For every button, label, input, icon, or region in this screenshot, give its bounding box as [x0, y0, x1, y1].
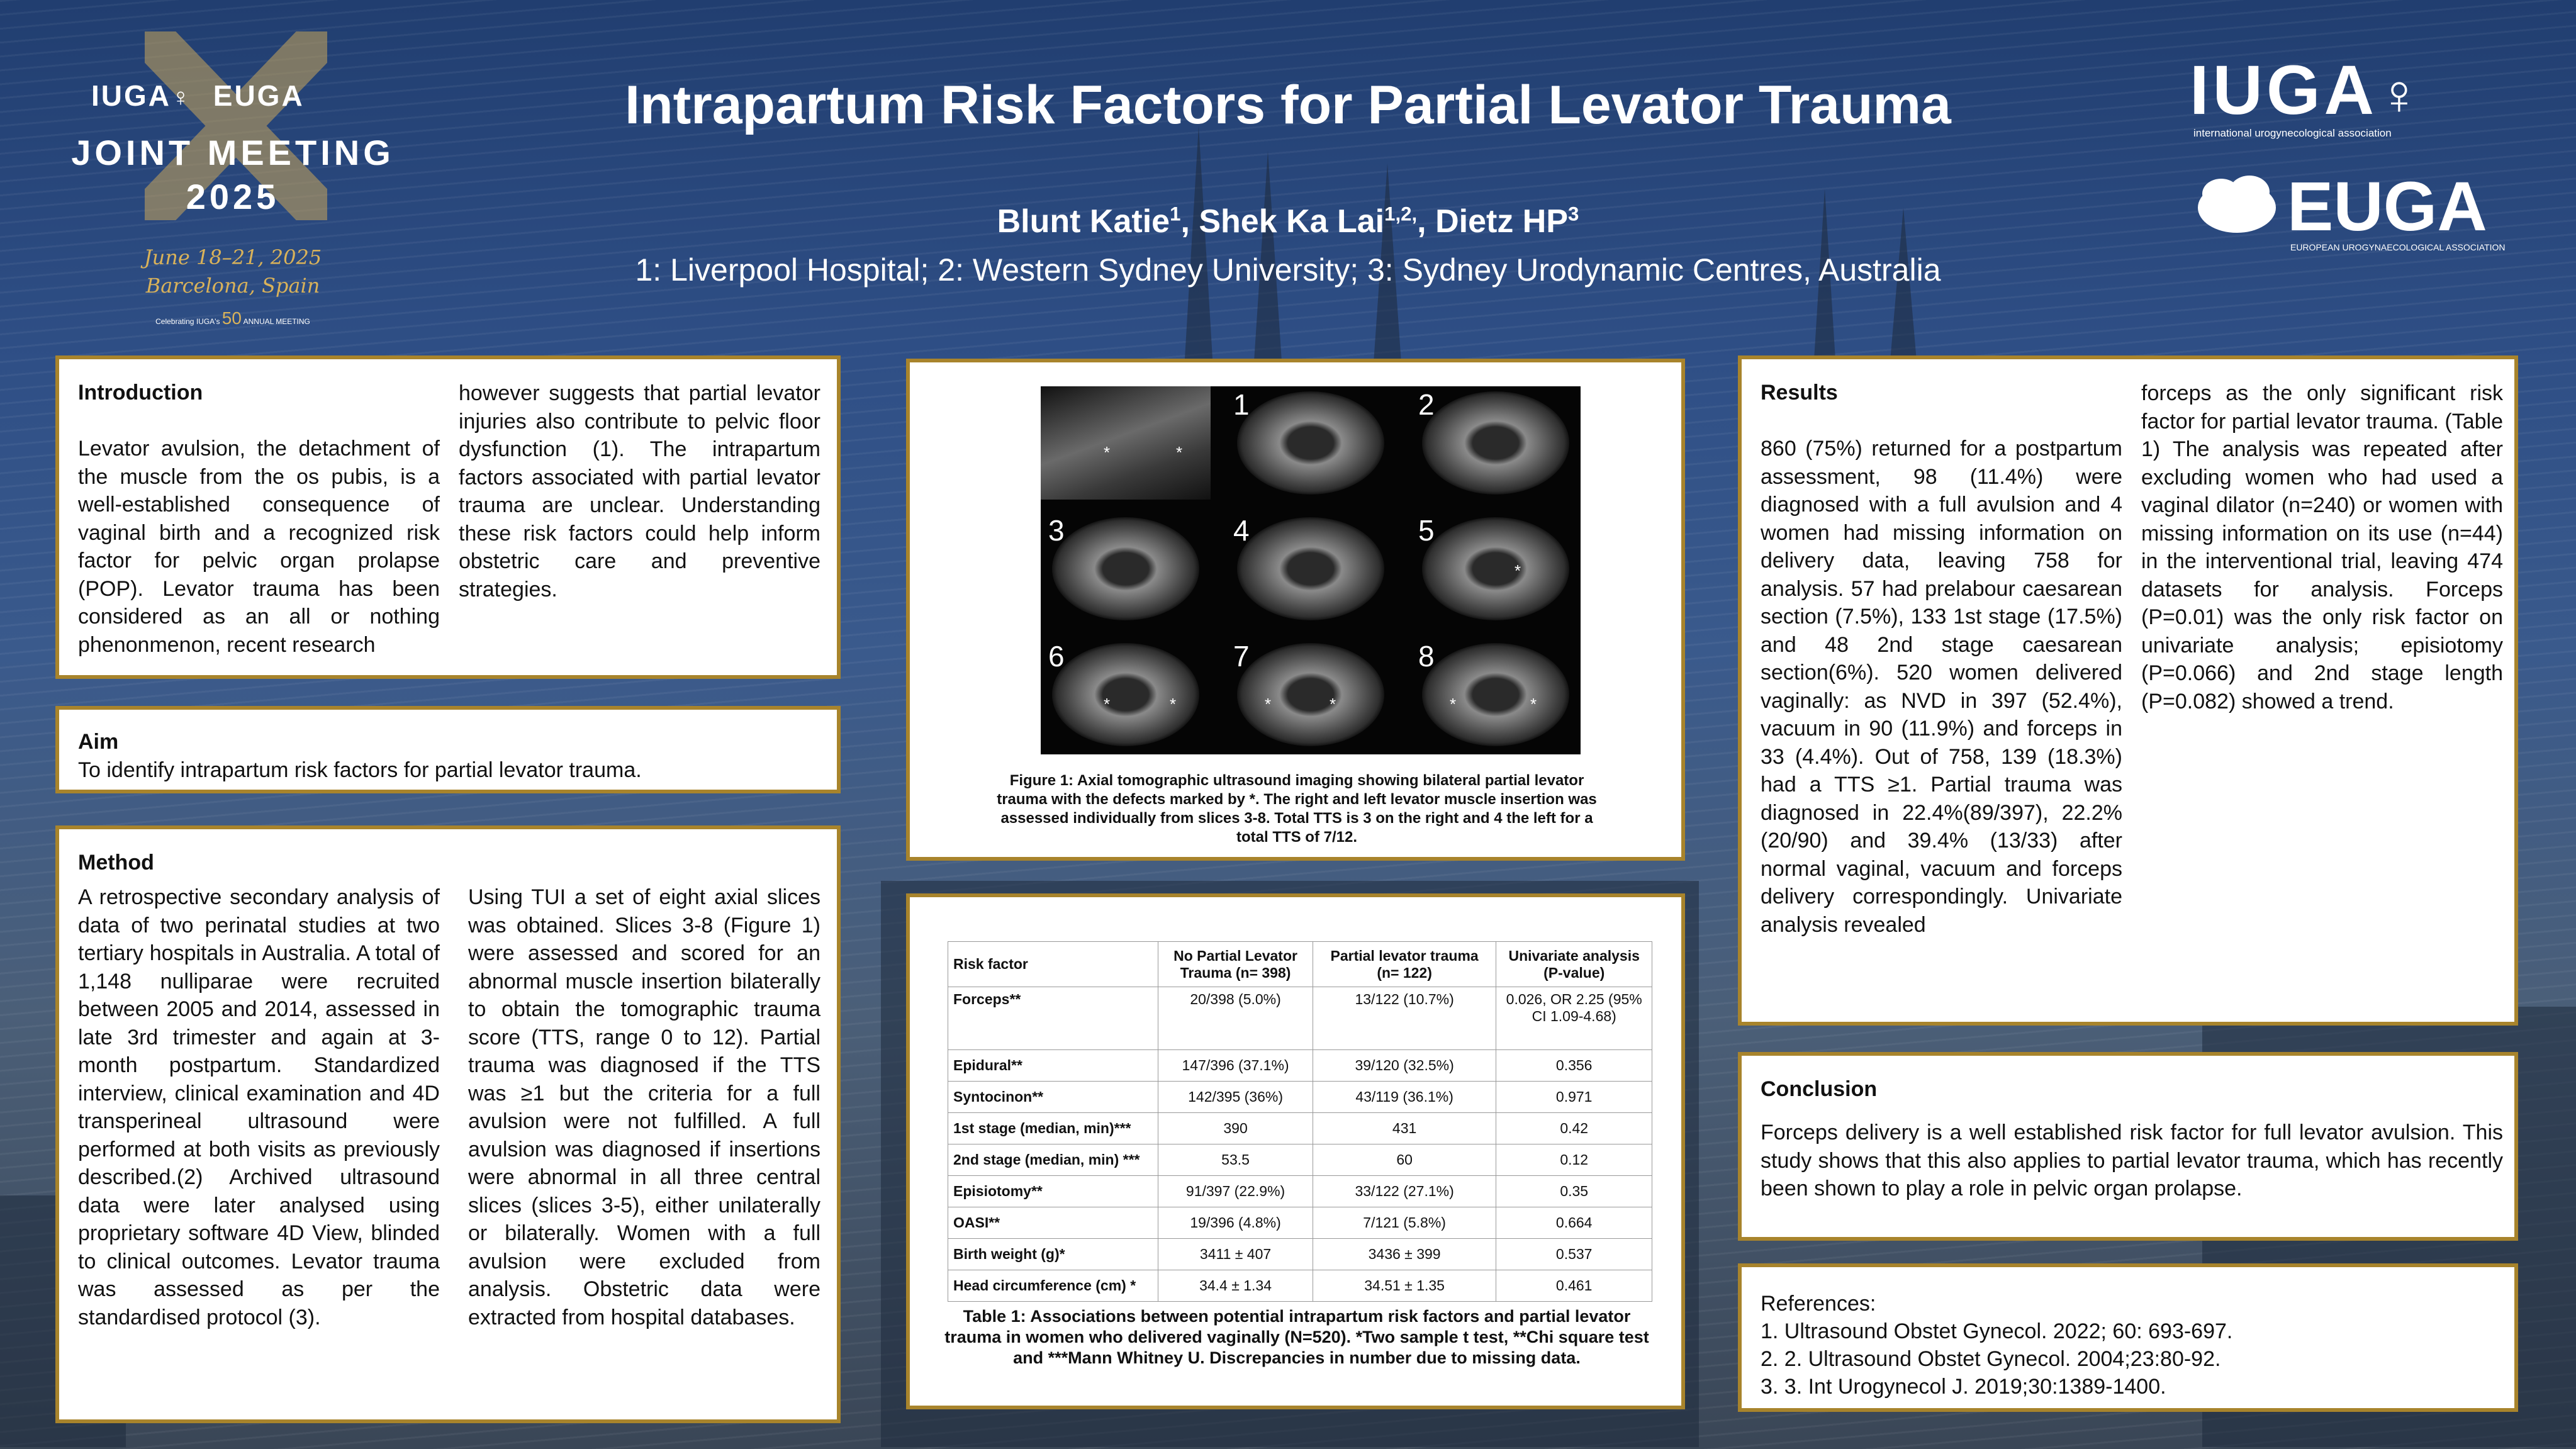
table-cell: 0.356: [1496, 1050, 1652, 1082]
method-title: Method: [78, 851, 154, 875]
table-cell: 60: [1313, 1144, 1496, 1176]
table-cell: 0.461: [1496, 1270, 1652, 1302]
defect-marker: *: [1530, 695, 1537, 713]
reference-item: 3. 3. Int Urogynecol J. 2019;30:1389-1400.: [1761, 1375, 2166, 1399]
table-caption: Table 1: Associations between potential intrapartum risk factors and partial levator trauma in women who delivered vaginally (N=520). *Two sample t test, **Chi square test and ***Mann Whitney U. Discrepancies in number due to missing data.: [944, 1307, 1649, 1367]
table-cell: 0.664: [1496, 1207, 1652, 1239]
table-cell: 142/395 (36%): [1158, 1082, 1313, 1113]
conclusion-text: Forceps delivery is a well established risk factor for full levator avulsion. This study shows that this also applies to partial levator trauma, which has recently been shown to play a role in pelvic organ prolapse.: [1761, 1121, 2503, 1200]
table-row: [948, 1239, 1652, 1270]
author-name: Blunt Katie: [997, 203, 1170, 240]
risk-factor-table: [948, 941, 1652, 1302]
ultrasound-slice-reference: [1041, 386, 1211, 500]
references-title: References:: [1761, 1292, 1876, 1316]
table-cell: 34.4 ± 1.34: [1158, 1270, 1313, 1302]
logo-dates: June 18–21, 2025: [143, 245, 322, 269]
female-symbol-icon: ♀: [171, 84, 192, 111]
table-row: [948, 1050, 1652, 1082]
aim-text: To identify intrapartum risk factors for partial levator trauma.: [78, 758, 642, 782]
poster-title: Intrapartum Risk Factors for Partial Levator Trauma: [625, 75, 1951, 135]
table-row: [948, 1144, 1652, 1176]
defect-marker: *: [1450, 695, 1457, 713]
introduction-text-col2: however suggests that partial levator injuries also contribute to pelvic floor dysfunction (1). The intrapartum factors associated with partial levator trauma are unclear. Understanding these risk factors could help inform obstetric care and preventive strategies.: [459, 381, 820, 601]
logo-joint-meeting: JOINT MEETING: [71, 133, 395, 172]
ultrasound-slice: [1411, 512, 1581, 625]
author-name: Dietz HP: [1435, 203, 1568, 240]
table-cell: 20/398 (5.0%): [1158, 987, 1313, 1050]
ultrasound-slice: [1226, 386, 1396, 500]
method-text-col2: Using TUI a set of eight axial slices was obtained. Slices 3-8 (Figure 1) were assessed and scored for an abnormal muscle insertion bilaterally to obtain the tomographic trauma score (TTS, range 0 to 12). Partial trauma was diagnosed if the TTS was ≥1 but the criteria for a full avulsion were not fulfilled. A full avulsion was diagnosed if insertions were abnormal in all three central slices (slices 3-5), either unilaterally or bilaterally. Women with a full avulsion were excluded from analysis. Obstetric data were extracted from hospital databases.: [468, 885, 820, 1329]
author-affiliation-sup: 1,2,: [1384, 203, 1418, 225]
defect-marker: *: [1104, 695, 1111, 713]
table-cell: 0.537: [1496, 1239, 1652, 1270]
cloud-icon: [2193, 170, 2281, 239]
slice-number: 5: [1418, 514, 1435, 547]
author-affiliation-sup: 3: [1568, 203, 1579, 225]
logo-iuga-text: IUGA: [91, 79, 171, 112]
logo-euga-text: EUGA: [2287, 168, 2487, 245]
table-panel: [906, 893, 1685, 1409]
slice-number: 1: [1233, 388, 1250, 421]
table-cell: 0.42: [1496, 1113, 1652, 1144]
table-row: [948, 1207, 1652, 1239]
logo-euga-text: EUGA: [213, 79, 305, 112]
table-header-cell: Partial levator trauma (n= 122): [1313, 942, 1496, 987]
logo-euga-subtitle: EUROPEAN UROGYNAECOLOGICAL ASSOCIATION: [2290, 242, 2506, 252]
table-row: [948, 1176, 1652, 1207]
defect-marker: *: [1515, 561, 1521, 580]
author-separator: ,: [1417, 203, 1436, 240]
slice-number: 6: [1048, 640, 1065, 673]
ultrasound-slice: [1411, 638, 1581, 751]
table-cell: 1st stage (median, min)***: [948, 1113, 1158, 1144]
table-header-row: [948, 942, 1652, 987]
table-cell: Head circumference (cm) *: [948, 1270, 1158, 1302]
logo-place: Barcelona, Spain: [145, 274, 320, 298]
table-cell: 34.51 ± 1.35: [1313, 1270, 1496, 1302]
table-cell: 33/122 (27.1%): [1313, 1176, 1496, 1207]
slice-number: 3: [1048, 514, 1065, 547]
introduction-title: Introduction: [78, 381, 203, 405]
introduction-text-col1: Levator avulsion, the detachment of the muscle from the os pubis, is a well-established consequence of vaginal birth and a recognized risk factor for pelvic organ prolapse (POP). Levator trauma has been considered as an all or nothing phenonmenon, recent research: [78, 437, 440, 657]
table-header-cell: Univariate analysis (P-value): [1496, 942, 1652, 987]
table-cell: Epidural**: [948, 1050, 1158, 1082]
table-cell: 39/120 (32.5%): [1313, 1050, 1496, 1082]
poster-affiliations: 1: Liverpool Hospital; 2: Western Sydney University; 3: Sydney Urodynamic Centres, Australia: [635, 252, 1941, 288]
ultrasound-slice: [1041, 638, 1211, 751]
table-header-cell: Risk factor: [948, 942, 1158, 987]
references-panel: [1738, 1263, 2518, 1412]
slice-number: 2: [1418, 388, 1435, 421]
reference-item: 2. 2. Ultrasound Obstet Gynecol. 2004;23:80-92.: [1761, 1347, 2221, 1371]
table-cell: 0.026, OR 2.25 (95% CI 1.09-4.68): [1496, 987, 1652, 1050]
table-cell: Episiotomy**: [948, 1176, 1158, 1207]
defect-marker: *: [1265, 695, 1272, 713]
reference-item: 1. Ultrasound Obstet Gynecol. 2022; 60: 693-697.: [1761, 1319, 2233, 1343]
table-cell: Birth weight (g)*: [948, 1239, 1158, 1270]
table-header-cell: No Partial Levator Trauma (n= 398): [1158, 942, 1313, 987]
table-cell: 0.35: [1496, 1176, 1652, 1207]
iuga-euga-joint-meeting-logo: [69, 25, 409, 340]
female-symbol-icon: ♀: [2378, 64, 2424, 126]
ultrasound-slice: [1226, 638, 1396, 751]
method-panel: [55, 825, 841, 1423]
ultrasound-slice: [1226, 512, 1396, 625]
table-cell: 147/396 (37.1%): [1158, 1050, 1313, 1082]
table-row: [948, 987, 1652, 1050]
iuga-euga-logo: [2190, 50, 2517, 258]
ultrasound-slice: [1041, 512, 1211, 625]
table-cell: 390: [1158, 1113, 1313, 1144]
results-panel: [1738, 355, 2518, 1026]
table-cell: 2nd stage (median, min) ***: [948, 1144, 1158, 1176]
author-affiliation-sup: 1: [1170, 203, 1181, 225]
table-cell: Forceps**: [948, 987, 1158, 1050]
table-cell: Syntocinon**: [948, 1082, 1158, 1113]
conclusion-panel: [1738, 1052, 2518, 1241]
results-text-col2: forceps as the only significant risk factor for partial levator trauma. (Table 1) The analysis was repeated after excluding women who had used a vaginal dilator (n=240) or women with missing information on its use (n=44) in the interventional trial, leaving 474 datasets for analysis. Forceps (P=0.01) was the only risk factor on univariate analysis; episiotomy (P=0.066) and 2nd stage length (P=0.082) showed a trend.: [2141, 381, 2503, 713]
logo-anniversary-number: 50: [221, 308, 242, 328]
table-cell: 0.971: [1496, 1082, 1652, 1113]
table-cell: 13/122 (10.7%): [1313, 987, 1496, 1050]
introduction-panel: [55, 355, 841, 679]
table-cell: OASI**: [948, 1207, 1158, 1239]
table-row: [948, 1270, 1652, 1302]
slice-number: 4: [1233, 514, 1250, 547]
aim-title: Aim: [78, 730, 119, 754]
results-title: Results: [1761, 381, 1838, 405]
table-cell: 91/397 (22.9%): [1158, 1176, 1313, 1207]
table-cell: 0.12: [1496, 1144, 1652, 1176]
logo-anniversary-small: Celebrating IUGA's: [155, 317, 220, 326]
table-cell: 19/396 (4.8%): [1158, 1207, 1313, 1239]
logo-anniversary-text: ANNUAL MEETING: [243, 317, 310, 326]
table-row: [948, 1082, 1652, 1113]
ultrasound-slice: [1411, 386, 1581, 500]
table-cell: 7/121 (5.8%): [1313, 1207, 1496, 1239]
table-cell: 43/119 (36.1%): [1313, 1082, 1496, 1113]
slice-number: 7: [1233, 640, 1250, 673]
table-row: [948, 1113, 1652, 1144]
defect-marker: *: [1104, 443, 1111, 462]
logo-iuga-text: IUGA: [2190, 52, 2378, 129]
author-name: Shek Ka Lai: [1199, 203, 1385, 240]
logo-year: 2025: [186, 177, 280, 216]
logo-iuga-subtitle: international urogynecological association: [2193, 127, 2392, 139]
figure-panel: [906, 359, 1685, 861]
defect-marker: *: [1330, 695, 1336, 713]
conclusion-title: Conclusion: [1761, 1077, 1878, 1101]
defect-marker: *: [1176, 443, 1183, 462]
table-cell: 431: [1313, 1113, 1496, 1144]
table-cell: 53.5: [1158, 1144, 1313, 1176]
table-cell: 3436 ± 399: [1313, 1239, 1496, 1270]
table-cell: 3411 ± 407: [1158, 1239, 1313, 1270]
method-text-col1: A retrospective secondary analysis of data of two perinatal studies at two tertiary hospitals in Australia. A total of 1,148 nulliparae were recruited between 2005 and 2014, assessed in late 3rd trimester and again at 3-month postpartum. Standardized interview, clinical examination and 4D transperineal ultrasound were performed at both visits as previously described.(2) Archived ultrasound data were later analysed using proprietary software 4D View, blinded to clinical outcomes. Levator trauma was assessed as per the standardised protocol (3).: [78, 885, 440, 1329]
figure-caption: Figure 1: Axial tomographic ultrasound imaging showing bilateral partial levator trauma with the defects marked by *. The right and left levator muscle insertion was assessed individually from slices 3-8. Total TTS is 3 on the right and 4 the left for a total TTS of 7/12.: [997, 772, 1597, 846]
aim-panel: [55, 706, 841, 793]
author-separator: ,: [1180, 203, 1199, 240]
results-text-col1: 860 (75%) returned for a postpartum assessment, 98 (11.4%) were diagnosed with a full avulsion and 4 women had missing information on delivery data, leaving 758 for analysis. 57 had prelabour caesarean section (7.5%), 133 1st stage (17.5%) and 48 2nd stage caesarean section(6%). 520 women delivered vaginally: as NVD in 397 (52.4%), vacuum in 90 (11.9%) and forceps in 33 (4.4%). Out of 758, 139 (18.3%) had a TTS ≥1. Partial trauma was diagnosed in 22.4%(89/397), 22.2% (20/90) and 39.4% (13/33) after normal vaginal, vacuum and forceps delivery correspondingly. Univariate analysis revealed: [1761, 437, 2122, 937]
defect-marker: *: [1170, 695, 1177, 713]
slice-number: 8: [1418, 640, 1435, 673]
ultrasound-tomographic-images: [1041, 386, 1581, 754]
